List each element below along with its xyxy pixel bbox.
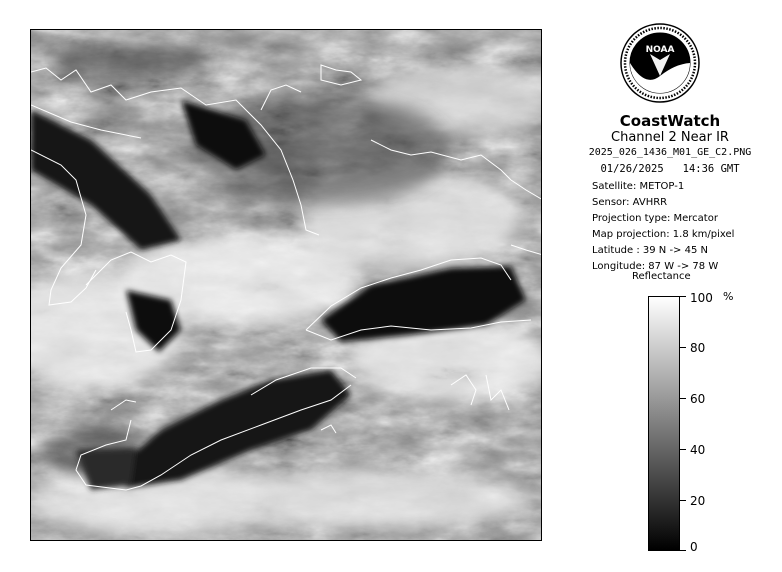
colorbar-tick bbox=[680, 449, 686, 450]
map-projection-label: Map projection: 1.8 km/pixel bbox=[592, 229, 735, 240]
projection-type-label: Projection type: Mercator bbox=[592, 213, 718, 224]
app-title: CoastWatch bbox=[619, 112, 721, 130]
date-value: 01/26/2025 bbox=[600, 163, 664, 175]
time-value: 14:36 GMT bbox=[682, 163, 740, 175]
filename-label: 2025_026_1436_M01_GE_C2.PNG bbox=[588, 147, 752, 158]
colorbar-unit: % bbox=[723, 290, 734, 303]
noaa-logo-svg bbox=[620, 18, 700, 108]
colorbar-tick-label: 40 bbox=[690, 443, 706, 457]
colorbar-tick-label: 80 bbox=[690, 341, 706, 355]
colorbar-tick bbox=[680, 550, 686, 551]
colorbar-tick-label: 60 bbox=[690, 392, 706, 406]
colorbar-tick-label: 100 bbox=[690, 291, 713, 305]
colorbar-tick bbox=[680, 398, 686, 399]
logo-text: NOAA bbox=[645, 45, 675, 55]
datetime-label bbox=[570, 163, 770, 175]
colorbar-title: Reflectance bbox=[632, 271, 691, 282]
satellite-label: Satellite: METOP-1 bbox=[592, 181, 685, 192]
latitude-label: Latitude : 39 N -> 45 N bbox=[592, 245, 708, 256]
longitude-label: Longitude: 87 W -> 78 W bbox=[592, 261, 719, 272]
sensor-label: Sensor: AVHRR bbox=[592, 197, 668, 208]
satellite-image bbox=[30, 29, 542, 541]
noaa-logo bbox=[620, 18, 700, 108]
colorbar-tick-label: 0 bbox=[690, 540, 698, 554]
satellite-map-svg bbox=[31, 30, 542, 541]
colorbar bbox=[648, 296, 680, 551]
colorbar-tick-label: 20 bbox=[690, 494, 706, 508]
channel-label: Channel 2 Near IR bbox=[611, 130, 729, 145]
colorbar-tick bbox=[680, 347, 686, 348]
colorbar-tick bbox=[680, 296, 686, 297]
colorbar-tick bbox=[680, 500, 686, 501]
